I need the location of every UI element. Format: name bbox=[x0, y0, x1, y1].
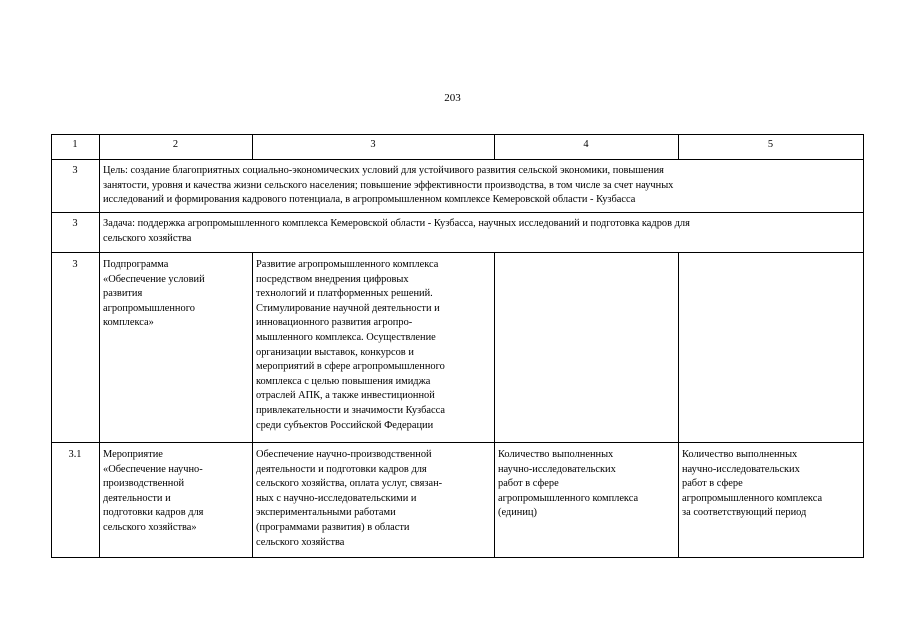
activity-method: Количество выполненных научно-исследовательских работ в сфере агропромышленного комплекса за соответствующий период bbox=[679, 443, 864, 558]
subprogram-name: Подпрограмма «Обеспечение условий развития агропромышленного комплекса» bbox=[100, 253, 253, 443]
activity-description: Обеспечение научно-производственной деятельности и подготовки кадров для сельского хозяйства, оплата услуг, связан- ных с научно-исследовательскими и экспериментальными работами (программами развития) в области сельского хозяйства bbox=[253, 443, 495, 558]
subprogram-number: 3 bbox=[52, 253, 100, 443]
header-col-5: 5 bbox=[679, 135, 864, 160]
subprogram-description: Развитие агропромышленного комплекса посредством внедрения цифровых технологий и платформенных решений. Стимулирование научной деятельности и инновационного развития агропро- мышленного комплекса. Осуществление организации выставок, конкурсов и мероприятий в сфере агропромышленного комплекса с целью повышения имиджа отраслей АПК, а также инвестиционной привлекательности и значимости Кузбасса среди субъектов Российской Федерации bbox=[253, 253, 495, 443]
activity-row bbox=[52, 443, 864, 558]
goal-row bbox=[52, 160, 864, 213]
task-text: Задача: поддержка агропромышленного комплекса Кемеровской области - Кузбасса, научных исследований и подготовка кадров для сельского хозяйства bbox=[100, 213, 864, 253]
program-table bbox=[51, 134, 864, 558]
activity-number: 3.1 bbox=[52, 443, 100, 558]
page-number: 203 bbox=[444, 92, 461, 104]
subprogram-method bbox=[679, 253, 864, 443]
header-col-4: 4 bbox=[495, 135, 679, 160]
activity-indicator: Количество выполненных научно-исследовательских работ в сфере агропромышленного комплекса (единиц) bbox=[495, 443, 679, 558]
task-number: 3 bbox=[52, 213, 100, 253]
table-header-row bbox=[52, 135, 864, 160]
subprogram-indicator bbox=[495, 253, 679, 443]
header-col-3: 3 bbox=[253, 135, 495, 160]
activity-name: Мероприятие «Обеспечение научно- производственной деятельности и подготовки кадров для сельского хозяйства» bbox=[100, 443, 253, 558]
goal-number: 3 bbox=[52, 160, 100, 213]
header-col-2: 2 bbox=[100, 135, 253, 160]
header-col-1: 1 bbox=[52, 135, 100, 160]
task-row bbox=[52, 213, 864, 253]
subprogram-row bbox=[52, 253, 864, 443]
goal-text: Цель: создание благоприятных социально-экономических условий для устойчивого развития сельской экономики, повышения занятости, уровня и качества жизни сельского населения; повышение эффективности производства, в том числе за счет научных исследований и формирования кадрового потенциала, в агропромышленном комплексе Кемеровской области - Кузбасса bbox=[100, 160, 864, 213]
